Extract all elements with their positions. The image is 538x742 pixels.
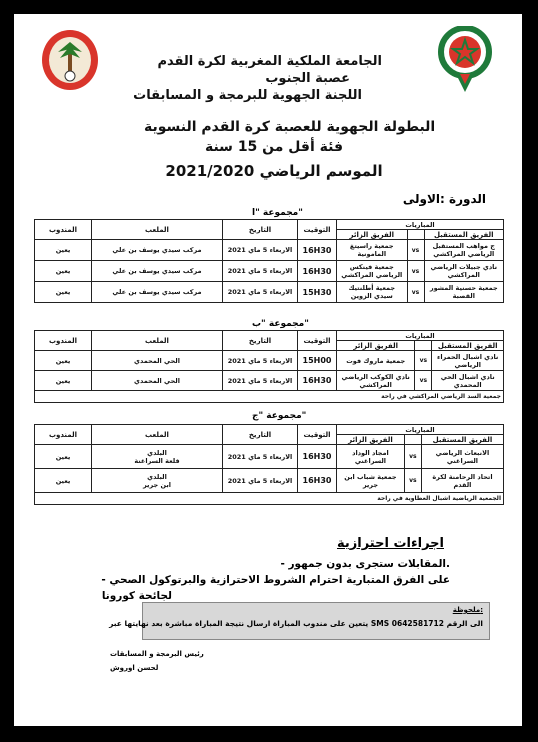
stadium-cell: مركب سيدي يوسف بن علي [92,261,223,282]
stadium-name: البلدي [147,472,167,481]
group-b-table [34,330,504,403]
home-team-cell: اتحاد الرحامنة لكرة القدم [421,469,503,493]
col-date: التاريخ [223,331,298,351]
vs-cell: vs [407,261,424,282]
championship-title: البطولة الجهوية للعصبة كرة القدم النسوية [144,119,436,135]
col-stadium: الملعب [92,331,223,351]
col-time: التوقيت [298,220,337,240]
home-team-cell: جمعية حسنية المشور القصبة [424,282,503,303]
col-home: الفريق المستقبل [432,341,504,351]
group-a-table [34,219,504,303]
table-row [35,282,504,303]
round-label: الدورة :الاولى [402,192,486,206]
time-cell: 15H00 [298,351,337,371]
vs-cell: vs [415,371,432,391]
col-delegate: المندوب [35,331,92,351]
stadium-city: ابن جرير [143,480,171,489]
date-cell: الاربعاء 5 ماي 2021 [223,261,298,282]
vs-cell: vs [404,469,421,493]
col-away: الفريق الزائر [337,435,405,445]
col-away: الفريق الزائر [337,230,408,240]
delegate-cell: يعين [35,240,92,261]
col-home: الفريق المستقبل [424,230,503,240]
away-team-cell: جمعية فينكس الرياضي المراكشي [337,261,408,282]
delegate-cell: يعين [35,261,92,282]
date-cell: الاربعاء 5 ماي 2021 [223,469,298,493]
measure-item-1: - المقابلات ستجرى بدون جمهور. [280,558,450,570]
col-matches: المباريات [337,220,504,230]
table-row [35,469,504,493]
signature-name: لحسن اوروش [110,664,159,672]
vs-cell: vs [407,282,424,303]
table-row [35,371,504,391]
time-cell: 15H30 [298,282,337,303]
time-cell: 16H30 [298,240,337,261]
away-team-cell: جمعية شباب ابن جرير [337,469,405,493]
table-row [35,240,504,261]
stadium-name: البلدي [147,448,167,457]
time-cell: 16H30 [298,469,337,493]
vs-cell: vs [415,351,432,371]
note-body: يتعين على مندوب المباراة ارسال نتيجة المباراة مباشرة بعد نهايتها عبر SMS الى الرقم 0642581712 [109,619,483,628]
col-matches: المباريات [337,425,504,435]
col-away: الفريق الزائر [337,341,415,351]
category-title: فئة أقل من 15 سنة [204,139,344,155]
stadium-cell [92,469,223,493]
stadium-cell: مركب سيدي يوسف بن علي [92,240,223,261]
delegate-cell: يعين [35,445,92,469]
col-stadium: الملعب [92,425,223,445]
col-delegate: المندوب [35,425,92,445]
away-team-cell: جمعية راسيتغ المامونية [337,240,408,261]
vs-cell: vs [404,445,421,469]
season-title: الموسم الرياضي 2021/2020 [165,162,383,180]
table-row [35,351,504,371]
stadium-cell [92,445,223,469]
measure-item-3: لجائحة كورونا [101,590,172,602]
date-cell: الاربعاء 5 ماي 2021 [223,371,298,391]
stadium-cell: الحي المحمدي [92,371,223,391]
stadium-city: قلعة السراغنة [134,456,180,465]
away-team-cell: نادي الكوكب الرياضي المراكشي [337,371,415,391]
home-team-cell: ج مواهب المستقبل الرياضي المراكشي [424,240,503,261]
delegate-cell: يعين [35,351,92,371]
col-matches: المباريات [337,331,504,341]
document-page [14,14,522,726]
delegate-cell: يعين [35,371,92,391]
col-stadium: الملعب [92,220,223,240]
measure-item-2: - على الفرق المتبارية احترام الشروط الاحترازية والبرتوكول الصحي [101,574,450,586]
col-delegate: المندوب [35,220,92,240]
home-team-cell: الانبعاث الرياضي السراغني [421,445,503,469]
signature-role: رئيس البرمجة و المسابقات [110,650,204,658]
rest-row [35,493,504,505]
home-team-cell: نادي اشبال الحمراء الرياضي [432,351,504,371]
table-row [35,261,504,282]
group-c-label: مجموعة "ج" [252,411,307,421]
time-cell: 16H30 [298,371,337,391]
time-cell: 16H30 [298,445,337,469]
col-date: التاريخ [223,425,298,445]
table-row [35,445,504,469]
stadium-cell: مركب سيدي يوسف بن علي [92,282,223,303]
time-cell: 16H30 [298,261,337,282]
date-cell: الاربعاء 5 ماي 2021 [223,351,298,371]
rest-row [35,391,504,403]
delegate-cell: يعين [35,282,92,303]
date-cell: الاربعاء 5 ماي 2021 [223,240,298,261]
note-title: ملحوظة: [452,606,483,614]
committee-name: اللجنة الجهوية للبرمجة و المسابقات [133,88,362,103]
date-cell: الاربعاء 5 ماي 2021 [223,282,298,303]
group-c-table [34,424,504,505]
away-team-cell: جمعية ماروك فوت [337,351,415,371]
measures-title: اجراءات احترازية [337,536,444,551]
league-name: عصبة الجنوب [265,71,350,86]
col-time: التوقيت [298,331,337,351]
vs-cell: vs [407,240,424,261]
federation-logo-icon [434,26,496,94]
col-date: التاريخ [223,220,298,240]
federation-name: الجامعة الملكية المغربية لكرة القدم [157,54,382,69]
home-team-cell: نادي جبيلات الرياضي المراكشي [424,261,503,282]
delegate-cell: يعين [35,469,92,493]
league-logo-icon [40,28,100,92]
rest-note: جمعية السد الرياضي المراكشي في راحة [35,391,504,403]
rest-note: الجمعية الرياضية اشبال العطاوية في راحة [35,493,504,505]
group-b-label: مجموعة "ب" [252,319,309,329]
col-time: التوقيت [298,425,337,445]
away-team-cell: جمعية أطلنتيك سيدي الزوين [337,282,408,303]
away-team-cell: امجاد الوداد السراغني [337,445,405,469]
note-box [109,602,490,640]
date-cell: الاربعاء 5 ماي 2021 [223,445,298,469]
home-team-cell: نادي اشبال الحي المحمدي [432,371,504,391]
col-home: الفريق المستقبل [421,435,503,445]
stadium-cell: الحي المحمدي [92,351,223,371]
group-a-label: مجموعة "ا" [252,208,303,218]
